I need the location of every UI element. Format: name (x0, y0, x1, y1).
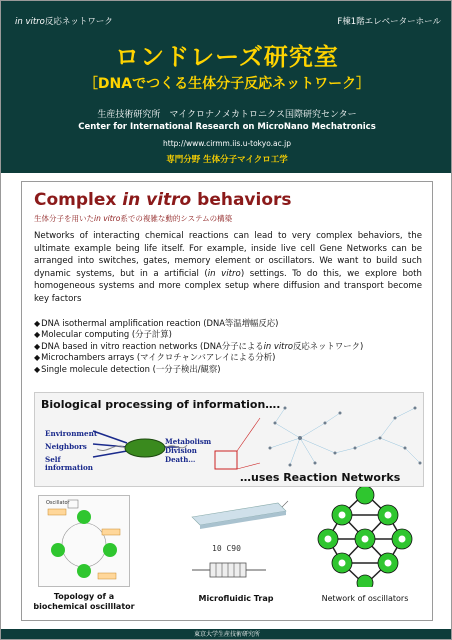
lab-title: ロンドレーズ研究室 (115, 43, 339, 71)
network-nodes (269, 407, 422, 467)
output-labels (165, 437, 211, 464)
lab-subtitle: ［DNAでつくる生体分子反応ネットワーク］ (83, 76, 371, 92)
bacterium-icon (125, 439, 165, 457)
tube-line (282, 501, 288, 507)
section-subtitle (34, 213, 232, 224)
list-item-text: DNA based in vitro reaction networks (DNA分子による (41, 340, 264, 351)
label-environment: Environment (45, 429, 98, 438)
oscillator-caption: Topology of a biochemical oscilllator (33, 592, 135, 611)
flagellum-line (97, 446, 125, 451)
diamond-icon: ◆ (34, 319, 41, 328)
label-neighbors: Neighbors (45, 442, 87, 451)
label-death: Death… (165, 455, 196, 464)
diamond-icon: ◆ (34, 353, 41, 363)
trap-numbers: 10 C90 (212, 544, 241, 553)
content-box (21, 181, 433, 621)
list-item-italic: in vitro (263, 340, 294, 351)
diamond-icon: ◆ (34, 364, 41, 374)
arrow-line (93, 431, 127, 443)
footer: 東京大学生産技術研究所 (1, 629, 452, 640)
diamond-icon: ◆ (34, 341, 41, 351)
specialty-field: 専門分野 生体分子マイクロ工学 (166, 155, 288, 165)
list-item (34, 364, 422, 375)
section-title-italic: in vitro (122, 190, 192, 210)
section-subtitle-b: 系での複雑な動的システムの構築 (120, 214, 233, 223)
location-label (15, 15, 113, 27)
zoom-box (215, 451, 237, 469)
header (1, 1, 452, 173)
para-b: ) settings. To do this, we explore both homogeneous systems and more complex setup where diffusion and transport become key factors (34, 268, 422, 304)
zoom-line (237, 418, 260, 451)
list-item-text: Single molecule detection (一分子検出/観察) (41, 363, 221, 374)
bio-panel-title: Biological processing of information…. (41, 398, 281, 411)
list-item-text: Microchambers arrays (マイクロチャンバアレイによる分析) (41, 352, 276, 363)
list-item (34, 329, 422, 340)
green-node (51, 543, 65, 557)
network-graph-icon (270, 408, 420, 465)
diamond-icon: ◆ (34, 330, 41, 340)
floor-label: F棟1階エレベーターホール (337, 17, 441, 27)
oscillator-network-figure (312, 487, 418, 587)
label-information: information (45, 463, 93, 472)
list-item-text: Molecular computing (分子計算) (41, 329, 172, 340)
list-item (34, 341, 422, 352)
input-labels (45, 427, 97, 474)
lab-url[interactable]: http://www.cirmm.iis.u-tokyo.ac.jp (163, 139, 291, 148)
oscillator-diagram (38, 495, 130, 587)
green-node (77, 564, 91, 578)
para-a: Networks of interacting chemical reactions can lead to very complex behaviors, the ultimate example being life itself. For example, inside live cell Gene Networks can be arranged into switches, gates, memory element or oscillators. We want to build such dynamic systems, but in a artificial ( (34, 231, 422, 279)
section-title (34, 190, 292, 210)
template-box (98, 573, 116, 579)
network-caption: Network of oscillators (321, 594, 409, 603)
institute-jp: 生産技術研究所 マイクロナノメカトロニクス国際研究センター (97, 110, 357, 120)
template-box (48, 509, 66, 515)
section-title-b: behaviors (191, 190, 292, 210)
topic-list (34, 318, 422, 375)
green-node (103, 543, 117, 557)
top-left-italic: in vitro (15, 17, 45, 27)
list-item (34, 318, 422, 329)
oscillator-label: Oscillator (46, 500, 70, 506)
bio-processing-panel (34, 392, 424, 487)
section-title-a: Complex (34, 190, 123, 210)
template-box (102, 529, 120, 535)
green-node (77, 510, 91, 524)
zoom-line (237, 463, 260, 469)
section-subtitle-a: 生体分子を用いた (34, 214, 94, 223)
institute-en: Center for International Research on MicroNano Mechatronics (78, 122, 376, 132)
list-item (34, 352, 422, 363)
trap-caption: Microfluidic Trap (198, 594, 274, 603)
list-item-text: DNA isothermal amplification reaction (DNA等温増幅反応) (41, 318, 279, 328)
label-self: Self (45, 455, 61, 464)
section-subtitle-italic: in vitro (94, 214, 121, 223)
label-division: Division (165, 446, 197, 455)
arrow-line (93, 451, 127, 457)
uses-reaction-networks: …uses Reaction Networks (240, 471, 401, 484)
microfluidic-trap-figure (182, 495, 290, 585)
para-italic: in vitro (207, 268, 241, 279)
intro-paragraph (34, 230, 422, 306)
list-item-text: 反応ネットワーク) (293, 340, 364, 351)
top-left-rest: 反応ネットワーク (44, 17, 113, 27)
label-metabolism: Metabolism (165, 437, 212, 446)
